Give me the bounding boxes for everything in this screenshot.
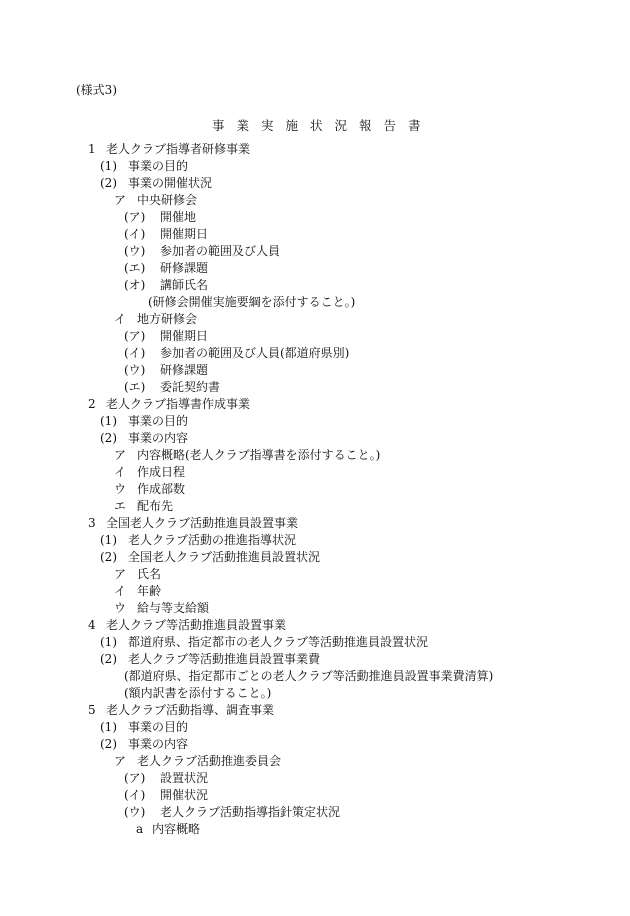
item-number: ウ [114, 601, 127, 615]
item-text: 内容概略(老人クラブ指導書を添付すること。) [137, 448, 381, 462]
item-number: (イ) [124, 788, 146, 802]
item-note: (研修会開催実施要綱を添付すること。) [148, 295, 356, 309]
item-text: 開催状況 [160, 788, 209, 802]
item-number: ア [114, 567, 127, 581]
report-outline [0, 141, 630, 838]
item-number: (ア) [124, 771, 146, 785]
item-text: 氏名 [137, 567, 162, 581]
item-text: 老人クラブ等活動推進員設置事業費 [128, 652, 321, 666]
outline-line [0, 413, 630, 430]
item-number: イ [114, 312, 127, 326]
outline-line [0, 192, 630, 209]
document-title: 事業実施状況報告書 [212, 118, 433, 133]
item-text: 都道府県、指定都市の老人クラブ等活動推進員設置状況 [128, 635, 429, 649]
item-text: 講師氏名 [160, 278, 209, 292]
outline-line [0, 719, 630, 736]
item-text: 事業の内容 [128, 737, 189, 751]
outline-line [0, 328, 630, 345]
item-number: 1 [88, 142, 96, 156]
outline-line [0, 226, 630, 243]
item-number: ア [114, 193, 127, 207]
item-text: 設置状況 [160, 771, 209, 785]
item-number: (1) [100, 414, 117, 428]
item-number: (1) [100, 720, 117, 734]
outline-line [0, 515, 630, 532]
item-text: 研修課題 [160, 261, 209, 275]
item-text: 事業の開催状況 [128, 176, 213, 190]
item-text: 中央研修会 [137, 193, 198, 207]
outline-line [0, 158, 630, 175]
item-number: イ [114, 465, 127, 479]
item-text: 老人クラブ指導者研修事業 [106, 142, 251, 156]
item-text: 給与等支給額 [137, 601, 210, 615]
item-text: 全国老人クラブ活動推進員設置事業 [106, 516, 299, 530]
item-number: (ウ) [124, 363, 146, 377]
item-number: (エ) [124, 261, 146, 275]
item-number: (1) [100, 533, 117, 547]
outline-line [0, 736, 630, 753]
item-number: (ウ) [124, 244, 146, 258]
outline-line [0, 804, 630, 821]
item-number: (2) [100, 737, 117, 751]
outline-line [0, 345, 630, 362]
outline-line [0, 260, 630, 277]
item-text: 開催期日 [160, 227, 209, 241]
outline-line [0, 634, 630, 651]
outline-line [0, 668, 630, 685]
item-number: 2 [88, 397, 96, 411]
outline-line [0, 821, 630, 838]
item-text: 老人クラブ活動指導指針策定状況 [160, 805, 341, 819]
outline-line [0, 294, 630, 311]
outline-line [0, 651, 630, 668]
outline-line [0, 362, 630, 379]
item-number: 5 [88, 703, 96, 717]
item-number: (1) [100, 159, 117, 173]
item-number: ウ [114, 482, 127, 496]
item-number: (ア) [124, 329, 146, 343]
item-number: a [136, 822, 144, 836]
item-note: (額内訳書を添付すること。) [124, 686, 272, 700]
item-number: (エ) [124, 380, 146, 394]
item-text: 地方研修会 [137, 312, 198, 326]
outline-line [0, 277, 630, 294]
outline-line [0, 753, 630, 770]
item-number: ア [114, 754, 127, 768]
outline-line [0, 447, 630, 464]
outline-line [0, 702, 630, 719]
item-text: 老人クラブ活動指導、調査事業 [106, 703, 275, 717]
outline-line [0, 532, 630, 549]
outline-line [0, 430, 630, 447]
outline-line [0, 464, 630, 481]
item-text: 研修課題 [160, 363, 209, 377]
item-text: 年齢 [137, 584, 162, 598]
item-number: 3 [88, 516, 96, 530]
outline-line [0, 481, 630, 498]
outline-line [0, 209, 630, 226]
outline-line [0, 583, 630, 600]
item-number: (イ) [124, 227, 146, 241]
item-number: (2) [100, 652, 117, 666]
item-text: 老人クラブ等活動推進員設置事業 [106, 618, 287, 632]
item-number: (2) [100, 550, 117, 564]
item-text: 開催期日 [160, 329, 209, 343]
item-text: 作成部数 [137, 482, 186, 496]
item-text: 参加者の範囲及び人員(都道府県別) [160, 346, 350, 360]
item-text: 老人クラブ指導書作成事業 [106, 397, 251, 411]
item-text: 開催地 [160, 210, 197, 224]
item-text: 老人クラブ活動推進委員会 [137, 754, 282, 768]
item-number: ア [114, 448, 127, 462]
item-text: 全国老人クラブ活動推進員設置状況 [128, 550, 321, 564]
item-text: 内容概略 [152, 822, 201, 836]
item-number: イ [114, 584, 127, 598]
item-number: エ [114, 499, 127, 513]
item-number: (1) [100, 635, 117, 649]
item-text: 事業の目的 [128, 414, 189, 428]
form-number-label: (様式3) [76, 83, 117, 97]
item-text: 作成日程 [137, 465, 186, 479]
outline-line [0, 685, 630, 702]
outline-line [0, 243, 630, 260]
item-text: 参加者の範囲及び人員 [160, 244, 281, 258]
item-text: 事業の内容 [128, 431, 189, 445]
item-text: 老人クラブ活動の推進指導状況 [128, 533, 297, 547]
item-number: (オ) [124, 278, 146, 292]
outline-line [0, 566, 630, 583]
outline-line [0, 787, 630, 804]
outline-line [0, 379, 630, 396]
item-text: 事業の目的 [128, 159, 189, 173]
item-number: (ウ) [124, 805, 146, 819]
outline-line [0, 175, 630, 192]
outline-line [0, 600, 630, 617]
item-number: (2) [100, 431, 117, 445]
item-number: (2) [100, 176, 117, 190]
outline-line [0, 549, 630, 566]
item-text: 配布先 [137, 499, 174, 513]
item-text: 事業の目的 [128, 720, 189, 734]
outline-line [0, 141, 630, 158]
item-note: (都道府県、指定都市ごとの老人クラブ等活動推進員設置事業費清算) [124, 669, 494, 683]
outline-line [0, 770, 630, 787]
outline-line [0, 396, 630, 413]
outline-line [0, 311, 630, 328]
item-number: (イ) [124, 346, 146, 360]
item-text: 委託契約書 [160, 380, 221, 394]
item-number: 4 [88, 618, 96, 632]
outline-line [0, 617, 630, 634]
item-number: (ア) [124, 210, 146, 224]
outline-line [0, 498, 630, 515]
